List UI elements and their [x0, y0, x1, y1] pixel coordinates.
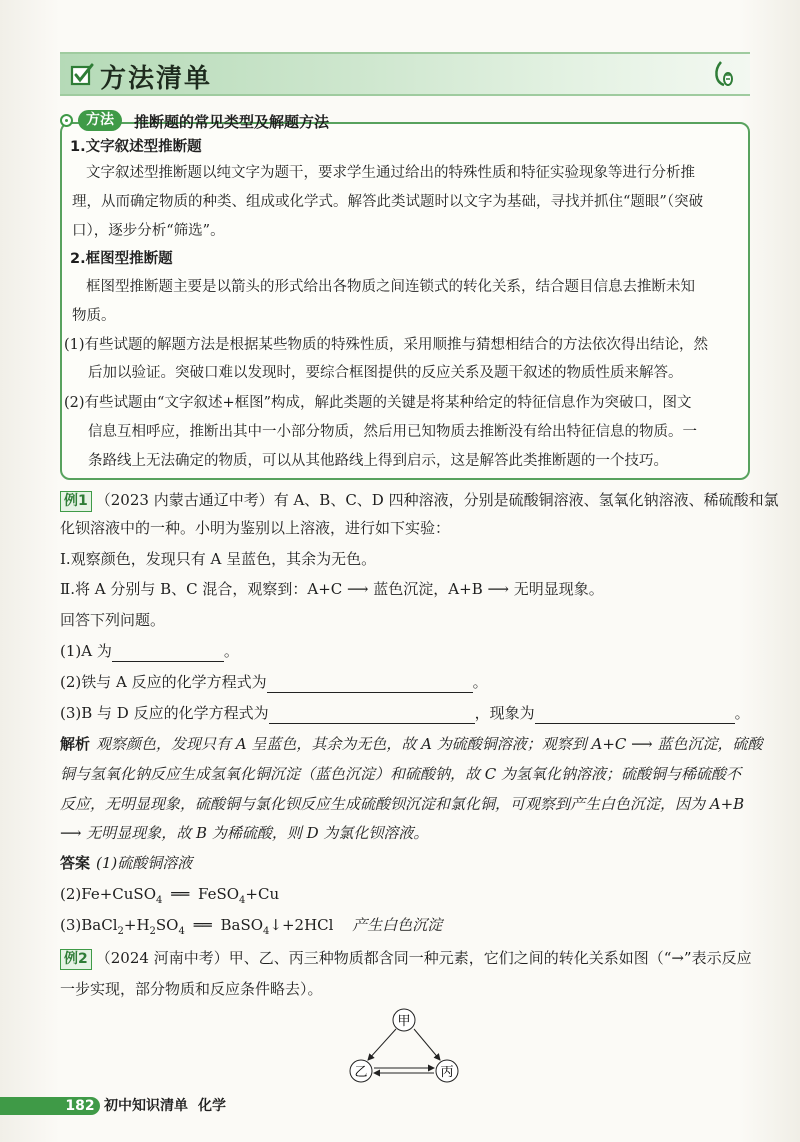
method-tag: 方法 — [78, 110, 122, 131]
method-text-line: 口），逐步分析“筛选”。 — [72, 223, 225, 239]
example1-line: 回答下列问题。 — [60, 611, 166, 629]
conversion-diagram — [340, 1005, 470, 1087]
pen-icon — [712, 56, 740, 90]
analysis-line: 铜与氢氧化钠反应生成氢氧化铜沉淀（蓝色沉淀）和硫酸钠，故 C 为氢氧化钠溶液；硫酸铜与稀硫酸不 — [60, 765, 742, 783]
question-3: (3)B 与 D 反应的化学方程式为 ，现象为 。 — [60, 704, 750, 722]
method-section-title: 2.框图型推断题 — [70, 251, 173, 267]
example-tag: 例2 — [60, 949, 92, 970]
answer-blank[interactable] — [267, 675, 473, 693]
example2-line: 例2 （2024 河南中考）甲、乙、丙三种物质都含同一种元素，它们之间的转化关系如图（“→”表示反应 — [60, 947, 752, 970]
analysis-label: 解析 — [60, 735, 91, 753]
answer-line: 答案 (1)硫酸铜溶液 — [60, 854, 193, 872]
example1-line: Ⅱ.将 A 分别与 B、C 混合，观察到：A+C ⟶ 蓝色沉淀，A+B ⟶ 无明显现象。 — [60, 580, 604, 598]
question-1: (1)A 为 。 — [60, 642, 239, 660]
page-number: 182 — [60, 1097, 100, 1115]
analysis-line: 反应，无明显现象，硫酸铜与氯化钡反应生成硫酸钡沉淀和氯化铜，可观察到产生白色沉淀，因为 A+B — [60, 795, 745, 813]
method-tag-row — [60, 108, 360, 132]
example-tag: 例1 — [60, 491, 92, 512]
analysis-line: 解析 观察颜色，发现只有 A 呈蓝色，其余为无色，故 A 为硫酸铜溶液；观察到 A+C ⟶ 蓝色沉淀，硫酸 — [60, 735, 763, 753]
checkbox-icon — [70, 62, 94, 86]
method-item-line: (1)有些试题的解题方法是根据某些物质的特殊性质，采用顺推与猜想相结合的方法依次得出结论，然 — [64, 337, 709, 353]
method-section-title: 1.文字叙述型推断题 — [70, 139, 202, 155]
footer-book-title: 初中知识清单 化学 — [104, 1098, 226, 1114]
example1-line: 化钡溶液中的一种。小明为鉴别以上溶液，进行如下实验： — [60, 519, 451, 537]
method-text-line: 框图型推断题主要是以箭头的形式给出各物质之间连锁式的转化关系，结合题目信息去推断未知 — [86, 279, 695, 295]
arrow-jia-to-bing — [414, 1029, 440, 1060]
method-text-line: 理，从而确定物质的种类、组成或化学式。解答此类试题时以文字为基础，寻找并抓住“题眼”（突破 — [72, 194, 704, 210]
method-item-line: 信息互相呼应，推断出其中一小部分物质，然后用已知物质去推断没有给出特征信息的物质。一 — [88, 424, 697, 440]
node-label: 乙 — [354, 1065, 368, 1080]
example2-line: 一步实现，部分物质和反应条件略去）。 — [60, 980, 323, 998]
answer-label: 答案 — [60, 854, 91, 872]
bullet-icon — [60, 114, 73, 127]
example1-line: Ⅰ.观察颜色，发现只有 A 呈蓝色，其余为无色。 — [60, 550, 377, 568]
method-item-line: 后加以验证。突破口难以发现时，要综合框图提供的反应关系及题干叙述的物质性质来解答。 — [88, 365, 683, 381]
node-label: 丙 — [440, 1065, 454, 1080]
method-text-line: 物质。 — [72, 308, 116, 324]
answer-blank[interactable] — [535, 706, 735, 724]
method-heading: 推断题的常见类型及解题方法 — [134, 113, 330, 131]
analysis-line: ⟶ 无明显现象，故 B 为稀硫酸，则 D 为氯化钡溶液。 — [60, 824, 429, 842]
arrow-jia-to-yi — [368, 1029, 396, 1060]
section-title: 方法清单 — [100, 64, 213, 94]
method-text-line: 文字叙述型推断题以纯文字为题干，要求学生通过给出的特殊性质和特征实验现象等进行分析推 — [86, 165, 695, 181]
answer-blank[interactable] — [269, 706, 475, 724]
question-2: (2)铁与 A 反应的化学方程式为 。 — [60, 673, 488, 691]
method-item-line: 条路线上无法确定的物质，可以从其他路线上得到启示，这是解答此类推断题的一个技巧。 — [88, 453, 668, 469]
answer-blank[interactable] — [112, 644, 224, 662]
answer-equation-3: $(3)BaCl_2+H_2SO_4$ ══ BaSO$_4$↓+2HCl 产生白色沉淀 — [60, 916, 443, 937]
answer-equation-2: (2)Fe+CuSO$_4$ ══ FeSO$_4$+Cu — [60, 885, 280, 906]
method-item-line: (2)有些试题由“文字叙述+框图”构成，解此类题的关键是将某种给定的特征信息作为突破口，图文 — [64, 395, 692, 411]
node-label: 甲 — [397, 1014, 411, 1029]
example1-line: 例1 （2023 内蒙古通辽中考）有 A、B、C、D 四种溶液，分别是硫酸铜溶液、氢氧化钠溶液、稀硫酸和氯 — [60, 489, 779, 512]
